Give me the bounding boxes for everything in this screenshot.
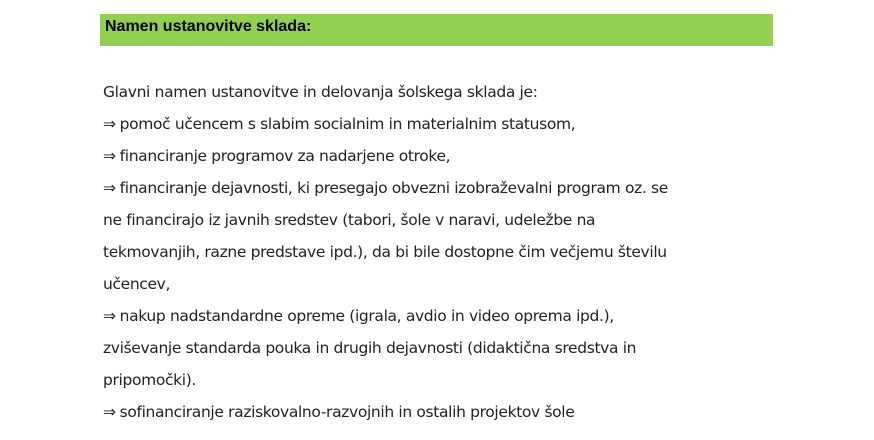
list-item-continuation: [103, 236, 793, 268]
intro-line: [103, 76, 793, 108]
list-item-continuation: [103, 204, 793, 236]
double-right-arrow-icon: ⇒: [103, 307, 116, 325]
section-heading-bar: [100, 14, 773, 46]
double-right-arrow-icon: ⇒: [103, 115, 116, 133]
list-item-text: sofinanciranje raziskovalno-razvojnih in ostalih projektov šole: [119, 403, 575, 421]
list-item-text: ne financirajo iz javnih sredstev (tabori, šole v naravi, udeležbe na: [103, 211, 596, 229]
list-item-text: financiranje programov za nadarjene otroke,: [119, 147, 451, 165]
list-item: [103, 108, 793, 140]
section-heading: Namen ustanovitve sklada:: [105, 18, 312, 35]
list-item: [103, 300, 793, 332]
list-item: [103, 140, 793, 172]
list-item-continuation: [103, 332, 793, 364]
document-body: [103, 76, 793, 428]
double-right-arrow-icon: ⇒: [103, 403, 116, 421]
list-item-text: pomoč učencem s slabim socialnim in materialnim statusom,: [119, 115, 576, 133]
intro-text: Glavni namen ustanovitve in delovanja šolskega sklada je:: [103, 83, 538, 101]
list-item-text: tekmovanjih, razne predstave ipd.), da bi bile dostopne čim večjemu številu: [103, 243, 667, 261]
double-right-arrow-icon: ⇒: [103, 179, 116, 197]
double-right-arrow-icon: ⇒: [103, 147, 116, 165]
list-item: [103, 172, 793, 204]
list-item-text: zviševanje standarda pouka in drugih dejavnosti (didaktična sredstva in: [103, 339, 637, 357]
list-item-text: nakup nadstandardne opreme (igrala, avdio in video oprema ipd.),: [119, 307, 614, 325]
list-item-text: financiranje dejavnosti, ki presegajo obvezni izobraževalni program oz. se: [119, 179, 668, 197]
list-item: [103, 396, 793, 428]
list-item-text: učencev,: [103, 275, 171, 293]
list-item-continuation: [103, 268, 793, 300]
list-item-text: pripomočki).: [103, 371, 197, 389]
list-item-continuation: [103, 364, 793, 396]
